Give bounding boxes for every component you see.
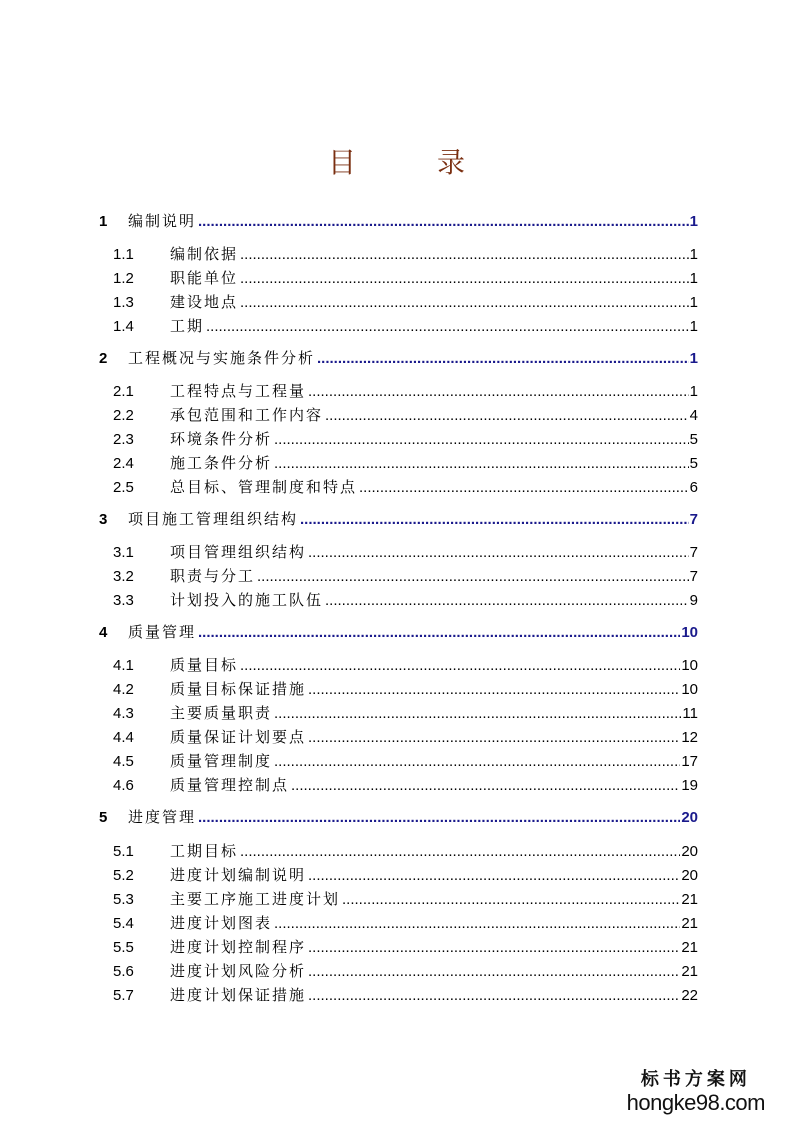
watermark — [627, 1069, 765, 1115]
toc-entry[interactable] — [0, 702, 793, 726]
toc-entry-leader — [170, 452, 698, 476]
toc-entry[interactable] — [0, 291, 793, 315]
toc-entry-page-number: 7 — [689, 544, 698, 561]
toc-entry-leader — [170, 291, 698, 315]
toc-entry[interactable] — [0, 984, 793, 1008]
toc-entry[interactable] — [0, 960, 793, 984]
toc-entry-leader — [170, 912, 698, 936]
toc-entry[interactable] — [0, 380, 793, 404]
toc-entry[interactable] — [0, 589, 793, 613]
toc-entry-number: 5.3 — [113, 891, 134, 908]
toc-entry-number: 1.2 — [113, 270, 134, 287]
toc-entry-label: 计划投入的施工队伍 — [170, 592, 324, 609]
toc-entry[interactable] — [0, 476, 793, 500]
toc-entry-page-number: 1 — [689, 318, 698, 335]
toc-dot-leader — [308, 936, 680, 960]
toc-entry-leader — [170, 840, 698, 864]
toc-dot-leader — [206, 315, 689, 339]
toc-entry-number: 4 — [99, 624, 108, 641]
toc-entry[interactable] — [0, 654, 793, 678]
toc-entry-leader — [170, 380, 698, 404]
toc-dot-leader — [240, 267, 689, 291]
toc-entry-number: 1 — [99, 213, 108, 230]
toc-entry-leader — [170, 678, 698, 702]
toc-entry[interactable] — [0, 888, 793, 912]
toc-dot-leader — [198, 806, 680, 830]
watermark-url: hongke98.com — [626, 1090, 765, 1115]
toc-dot-leader — [325, 404, 689, 428]
toc-entry-number: 5.7 — [113, 987, 134, 1004]
toc-dot-leader — [274, 428, 689, 452]
toc-entry-leader — [170, 565, 698, 589]
toc-entry-page-number: 1 — [689, 246, 698, 263]
toc-entry-leader — [170, 774, 698, 798]
toc-heading-entry[interactable] — [0, 508, 793, 532]
toc-entry-page-number: 1 — [689, 270, 698, 287]
toc-entry[interactable] — [0, 750, 793, 774]
toc-dot-leader — [308, 678, 680, 702]
toc-dot-leader — [359, 476, 689, 500]
toc-dot-leader — [240, 840, 680, 864]
toc-entry-leader — [170, 864, 698, 888]
toc-entry-leader — [128, 508, 698, 532]
toc-entry-number: 4.5 — [113, 753, 134, 770]
toc-dot-leader — [274, 912, 680, 936]
toc-entry-number: 4.1 — [113, 657, 134, 674]
toc-entry-leader — [170, 702, 698, 726]
toc-heading-entry[interactable] — [0, 806, 793, 830]
watermark-site-name: 标书方案网 — [640, 1069, 751, 1090]
toc-entry-label: 质量目标 — [170, 657, 239, 674]
toc-entry-leader — [170, 888, 698, 912]
toc-entry[interactable] — [0, 864, 793, 888]
toc-entry-page-number: 5 — [689, 431, 698, 448]
toc-dot-leader — [342, 888, 680, 912]
toc-entry[interactable] — [0, 726, 793, 750]
toc-entry-page-number: 10 — [681, 624, 698, 641]
toc-entry-label: 工期 — [170, 318, 205, 335]
toc-entry-label: 施工条件分析 — [170, 455, 273, 472]
toc-entry-page-number: 10 — [681, 681, 698, 698]
toc-entry-number: 5.6 — [113, 963, 134, 980]
toc-entry-label: 质量目标保证措施 — [170, 681, 307, 698]
toc-dot-leader — [308, 541, 689, 565]
toc-entry-label: 质量管理制度 — [170, 753, 273, 770]
toc-dot-leader — [308, 960, 680, 984]
toc-heading-entry[interactable] — [0, 210, 793, 234]
toc-entry-number: 2.4 — [113, 455, 134, 472]
toc-entry-page-number: 20 — [681, 867, 698, 884]
toc-entry-label: 质量管理 — [128, 624, 197, 641]
toc-entry[interactable] — [0, 315, 793, 339]
toc-entry-page-number: 1 — [689, 294, 698, 311]
toc-entry-page-number: 21 — [681, 891, 698, 908]
toc-entry[interactable] — [0, 243, 793, 267]
toc-entry-number: 2.5 — [113, 479, 134, 496]
toc-entry-leader — [170, 476, 698, 500]
toc-entry[interactable] — [0, 541, 793, 565]
toc-entry-leader — [170, 267, 698, 291]
toc-entry-number: 2 — [99, 350, 108, 367]
toc-entry-number: 3.1 — [113, 544, 134, 561]
toc-entry-number: 2.2 — [113, 407, 134, 424]
toc-entry-label: 建设地点 — [170, 294, 239, 311]
toc-entry-page-number: 7 — [689, 511, 698, 528]
toc-dot-leader — [198, 210, 689, 234]
toc-dot-leader — [274, 750, 680, 774]
toc-entry-label: 编制说明 — [128, 213, 197, 230]
toc-entry-number: 5.2 — [113, 867, 134, 884]
toc-entry-leader — [128, 621, 698, 645]
toc-entry-page-number: 7 — [689, 568, 698, 585]
toc-entry-leader — [170, 654, 698, 678]
toc-dot-leader — [317, 347, 689, 371]
toc-entry-page-number: 10 — [681, 657, 698, 674]
toc-entry-number: 1.3 — [113, 294, 134, 311]
toc-entry-number: 3.2 — [113, 568, 134, 585]
toc-dot-leader — [308, 984, 680, 1008]
toc-dot-leader — [300, 508, 689, 532]
toc-entry-label: 进度管理 — [128, 809, 197, 826]
toc-entry-label: 进度计划风险分析 — [170, 963, 307, 980]
toc-entry-leader — [170, 984, 698, 1008]
toc-entry-page-number: 4 — [689, 407, 698, 424]
toc-entry-label: 进度计划保证措施 — [170, 987, 307, 1004]
toc-entry[interactable] — [0, 840, 793, 864]
toc-entry-number: 1.1 — [113, 246, 134, 263]
toc-entry-label: 主要质量职责 — [170, 705, 273, 722]
toc-dot-leader — [240, 654, 680, 678]
toc-entry-leader — [170, 428, 698, 452]
toc-entry-number: 5.4 — [113, 915, 134, 932]
toc-entry-number: 3 — [99, 511, 108, 528]
toc-dot-leader — [240, 243, 689, 267]
toc-entry-number: 4.2 — [113, 681, 134, 698]
toc-entry-page-number: 17 — [681, 753, 698, 770]
toc-entry-number: 4.4 — [113, 729, 134, 746]
toc-dot-leader — [198, 621, 680, 645]
toc-entry-number: 3.3 — [113, 592, 134, 609]
toc-entry[interactable] — [0, 452, 793, 476]
toc-entry-label: 工期目标 — [170, 843, 239, 860]
toc-entry-page-number: 1 — [689, 213, 698, 230]
toc-entry-leader — [170, 315, 698, 339]
toc-entry-number: 5 — [99, 809, 108, 826]
toc-entry-label: 项目管理组织结构 — [170, 544, 307, 561]
toc-entry-label: 进度计划图表 — [170, 915, 273, 932]
toc-entry-label: 进度计划控制程序 — [170, 939, 307, 956]
toc-entry-number: 4.3 — [113, 705, 134, 722]
toc-entry-label: 承包范围和工作内容 — [170, 407, 324, 424]
toc-entry-number: 2.1 — [113, 383, 134, 400]
toc-heading-entry[interactable] — [0, 347, 793, 371]
toc-entry-label: 工程概况与实施条件分析 — [128, 350, 316, 367]
toc-entry-number: 5.5 — [113, 939, 134, 956]
toc-entry-leader — [170, 726, 698, 750]
toc-entry-leader — [170, 960, 698, 984]
toc-entry-number: 5.1 — [113, 843, 134, 860]
toc-entry-page-number: 21 — [681, 915, 698, 932]
toc-entry-number: 2.3 — [113, 431, 134, 448]
toc-dot-leader — [240, 291, 689, 315]
toc-entry-page-number: 21 — [681, 963, 698, 980]
toc-entry-page-number: 20 — [681, 809, 698, 826]
toc-dot-leader — [308, 726, 680, 750]
toc-entry[interactable] — [0, 912, 793, 936]
toc-entry-page-number: 5 — [689, 455, 698, 472]
toc-entry-leader — [170, 541, 698, 565]
toc-entry-page-number: 22 — [681, 987, 698, 1004]
toc-entry[interactable] — [0, 428, 793, 452]
toc-dot-leader — [274, 702, 681, 726]
toc-entry[interactable] — [0, 404, 793, 428]
toc-entry[interactable] — [0, 267, 793, 291]
toc-entry[interactable] — [0, 774, 793, 798]
toc-entry-page-number: 20 — [681, 843, 698, 860]
toc-dot-leader — [308, 864, 680, 888]
toc-dot-leader — [325, 589, 689, 613]
toc-entry[interactable] — [0, 678, 793, 702]
toc-entry-label: 质量管理控制点 — [170, 777, 290, 794]
toc-entry[interactable] — [0, 936, 793, 960]
toc-entry-label: 工程特点与工程量 — [170, 383, 307, 400]
toc-entry-label: 职能单位 — [170, 270, 239, 287]
toc-entry-label: 质量保证计划要点 — [170, 729, 307, 746]
toc-entry-label: 总目标、管理制度和特点 — [170, 479, 358, 496]
toc-entry-leader — [128, 806, 698, 830]
toc-entry-page-number: 19 — [681, 777, 698, 794]
toc-entry-leader — [170, 404, 698, 428]
toc-entry-page-number: 1 — [689, 383, 698, 400]
toc-entry-leader — [128, 210, 698, 234]
toc-entry[interactable] — [0, 565, 793, 589]
toc-entry-label: 主要工序施工进度计划 — [170, 891, 341, 908]
toc-entry-label: 职责与分工 — [170, 568, 256, 585]
toc-entry-label: 项目施工管理组织结构 — [128, 511, 299, 528]
toc-entry-page-number: 6 — [689, 479, 698, 496]
toc-entry-leader — [170, 936, 698, 960]
toc-entry-page-number: 1 — [689, 350, 698, 367]
toc-entry-label: 进度计划编制说明 — [170, 867, 307, 884]
toc-dot-leader — [291, 774, 680, 798]
toc-dot-leader — [274, 452, 689, 476]
toc-entry-page-number: 11 — [682, 705, 698, 722]
page-title: 目 录 — [328, 146, 501, 179]
toc-entry-page-number: 21 — [681, 939, 698, 956]
toc-entry-number: 1.4 — [113, 318, 134, 335]
toc-entry-leader — [170, 589, 698, 613]
toc-dot-leader — [257, 565, 689, 589]
toc-entry-number: 4.6 — [113, 777, 134, 794]
toc-entry-leader — [170, 750, 698, 774]
toc-entry-leader — [128, 347, 698, 371]
toc-entry-page-number: 9 — [689, 592, 698, 609]
toc-entry-page-number: 12 — [681, 729, 698, 746]
toc-entry-label: 环境条件分析 — [170, 431, 273, 448]
toc-entry-leader — [170, 243, 698, 267]
toc-dot-leader — [308, 380, 689, 404]
toc-heading-entry[interactable] — [0, 621, 793, 645]
toc-entry-label: 编制依据 — [170, 246, 239, 263]
